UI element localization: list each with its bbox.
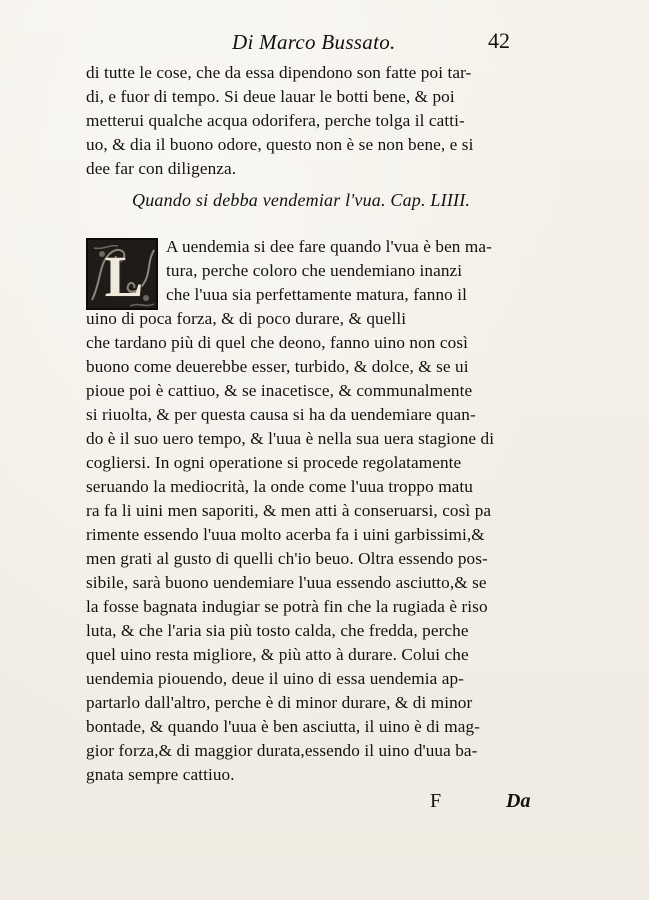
text-line: cogliersi. In ogni operatione si procede regolatamente (86, 453, 462, 472)
text-line: ra fa li uini men saporiti, & men atti à conseruarsi, così pa (86, 501, 492, 520)
text-line: sibile, sarà buono uendemiare l'uua essendo asciutto,& se (86, 573, 487, 592)
catchword: Da (506, 790, 531, 812)
text-line: luta, & che l'aria sia più tosto calda, che fredda, perche (86, 621, 469, 640)
text-line: bontade, & quando l'uua è ben asciutta, il uino è di mag- (86, 717, 480, 736)
chapter-heading: Quando si debba vendemiar l'vua. Cap. LIIII. (132, 190, 471, 210)
text-line: quel uino resta migliore, & più atto à durare. Colui che (86, 645, 469, 664)
text-line: rimente essendo l'uua molto acerba fa i uini garbissimi,& (86, 525, 485, 544)
text-line: gnata sempre cattiuo. (86, 765, 235, 784)
text-line: uo, & dia il buono odore, questo non è se non bene, e si (86, 135, 474, 154)
running-head: Di Marco Bussato. (232, 30, 396, 54)
signature-mark: F (430, 790, 442, 812)
initial-letter: L (104, 243, 144, 309)
text-line: men grati al gusto di quelli ch'io beuo. Oltra essendo pos- (86, 549, 488, 568)
text-line: si riuolta, & per questa causa si ha da uendemiare quan- (86, 405, 476, 424)
text-line: partarlo dall'altro, perche è di minor durare, & di minor (86, 693, 473, 712)
decorated-initial (86, 238, 158, 310)
text-line: uendemia piouendo, deue il uino di essa uendemia ap- (86, 669, 464, 688)
text-line: la fosse bagnata indugiar se potrà fin che la rugiada è riso (86, 597, 488, 616)
text-line: che l'uua sia perfettamente matura, fanno il (166, 285, 467, 304)
text-line: che tardano più di quel che deono, fanno uino non così (86, 333, 468, 352)
text-line: A uendemia si dee fare quando l'vua è ben ma- (166, 237, 492, 256)
text-line: tura, perche coloro che uendemiano inanzi (166, 261, 463, 280)
text-line: seruando la mediocrità, la onde come l'uua troppo matu (86, 477, 473, 496)
page-number: 42 (488, 28, 510, 53)
text-line: di tutte le cose, che da essa dipendono son fatte poi tar- (86, 63, 472, 82)
text-line: buono come deuerebbe esser, turbido, & dolce, & se ui (86, 357, 469, 376)
text-line: gior forza,& di maggior durata,essendo il uino d'uua ba- (86, 741, 478, 760)
text-line: metterui qualche acqua odorifera, perche tolga il catti- (86, 111, 465, 130)
text-line: di, e fuor di tempo. Si deue lauar le botti bene, & poi (86, 87, 455, 106)
text-line: pioue poi è cattiuo, & se inacetisce, & communalmente (86, 381, 473, 400)
text-line: uino di poca forza, & di poco durare, & quelli (86, 309, 407, 328)
text-line: dee far con diligenza. (86, 159, 237, 178)
text-line: do è il suo uero tempo, & l'uua è nella sua uera stagione di (86, 429, 495, 448)
